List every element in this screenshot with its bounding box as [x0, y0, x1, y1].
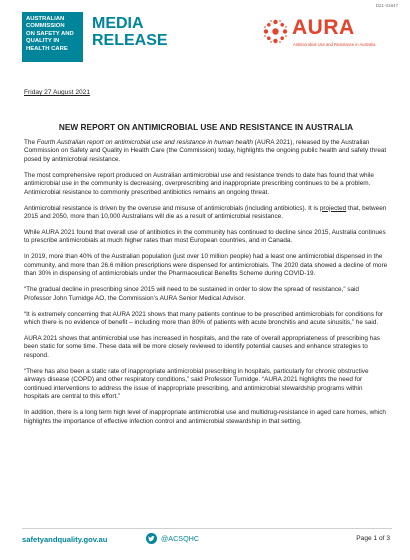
headline: NEW REPORT ON ANTIMICROBIAL USE AND RESISTANCE IN AUSTRALIA	[58, 122, 354, 132]
paragraph: “There has also been a static rate of inappropriate antimicrobial prescribing in hospitals, particularly for chronic obstructive airways disease (COPD) and other respiratory conditions,” said Professor Turnidge. “AURA 2021 highlights the need for continued interventions to address the issue of inappropriate prescribing, and antimicrobial stewardship programs within hospitals are central to this effort.”	[24, 367, 369, 401]
paragraph: AURA 2021 shows that antimicrobial use has increased in hospitals, and the rate of overall appropriateness of prescribing has been static for some time. These data will be more closely reviewed to identify potential causes and enhance strategies to respond.	[24, 335, 380, 359]
paragraph: In addition, there is a long term high level of inappropriate antimicrobial use and multidrug-resistance in aged care homes, which highlights the importance of effective infection control and antimicrobial stewardship in that setting.	[24, 409, 386, 425]
text: (AURA 2021), released by the Australian Commission on Safety and Quality in Health Care (the Commission) today, highlights the ongoing public health and safety threat posed by antimicrobial resistance.	[24, 139, 387, 163]
text: The	[24, 139, 37, 146]
media-release-line: RELEASE	[92, 32, 168, 49]
paragraph: In 2019, more than 40% of the Australian population (just over 10 million people) had a least one antimicrobial dispensed in the community, and more than 26.6 million prescriptions were dispensed for antimicrobials. The 2020 data showed a decline of more than 30% in dispensing of antimicrobials under the Pharmaceutical Benefits Scheme during COVID-19.	[24, 253, 388, 278]
document-id: D21-31847	[375, 3, 398, 8]
release-date: Friday 27 August 2021	[24, 89, 90, 96]
commission-logo-line: QUALITY IN	[26, 38, 60, 45]
projected-link[interactable]: projected	[319, 204, 347, 212]
paragraph: The most comprehensive report produced on Australian antimicrobial use and resistance trends to date has found that while antimicrobial use in the community is decreasing, overprescribing and inappropriate prescribing continues to be a problem. Antimicrobial resistance to commonly prescribed antibiotics remains an ongoing threat.	[24, 171, 374, 196]
paragraph	[24, 205, 388, 222]
paragraph: While AURA 2021 found that overall use of antibiotics in the community has continued to decline since 2015, Australia continues to prescribe antimicrobials at much higher rates than most European countries, and in Canada.	[24, 229, 386, 245]
commission-logo-line: COMMISSION	[26, 23, 65, 30]
media-release-line: MEDIA	[92, 15, 144, 32]
page-number: Page 1 of 3	[356, 535, 390, 542]
commission-logo-line: HEALTH CARE	[26, 45, 68, 52]
website-link[interactable]: safetyandquality.gov.au	[22, 535, 108, 544]
text: Antimicrobial resistance is driven by the overuse and misuse of antimicrobials (including antibiotics). It is	[24, 204, 320, 212]
aura-burst-icon	[262, 18, 289, 45]
footer-divider	[22, 528, 392, 529]
commission-logo-line: ON SAFETY AND	[26, 30, 74, 37]
twitter-icon	[146, 533, 157, 544]
aura-subtitle: Antimicrobial Use and Resistance in Australia	[293, 42, 376, 47]
article-body	[24, 139, 388, 434]
twitter-handle-text: @ACSQHC	[161, 534, 200, 543]
media-release-title	[92, 15, 168, 49]
paragraph	[24, 139, 388, 164]
aura-wordmark: AURA	[292, 16, 355, 39]
paragraph: “It is extremely concerning that AURA 2021 shows that many patients continue to be prescribed antimicrobials for conditions for which there is no evidence of benefit – including more than 80% of patients with acute bronchitis and acute sinusitis,” he said.	[24, 310, 384, 327]
paragraph: “The gradual decline in prescribing since 2015 will need to be sustained in order to slow the spread of resistance,” said Professor John Turnidge AO, the Commission’s AURA Senior Medical Advisor.	[24, 286, 359, 302]
twitter-handle[interactable]	[146, 533, 199, 544]
text: that, between 2015 and 2050, more than 10,000 Australians will die as a result of antimicrobial resistance.	[24, 204, 387, 221]
aura-logo	[262, 16, 396, 52]
report-title: Fourth Australian report on antimicrobial use and resistance in human health	[36, 139, 253, 146]
commission-logo	[22, 12, 83, 62]
commission-logo-line: AUSTRALIAN	[26, 16, 65, 22]
